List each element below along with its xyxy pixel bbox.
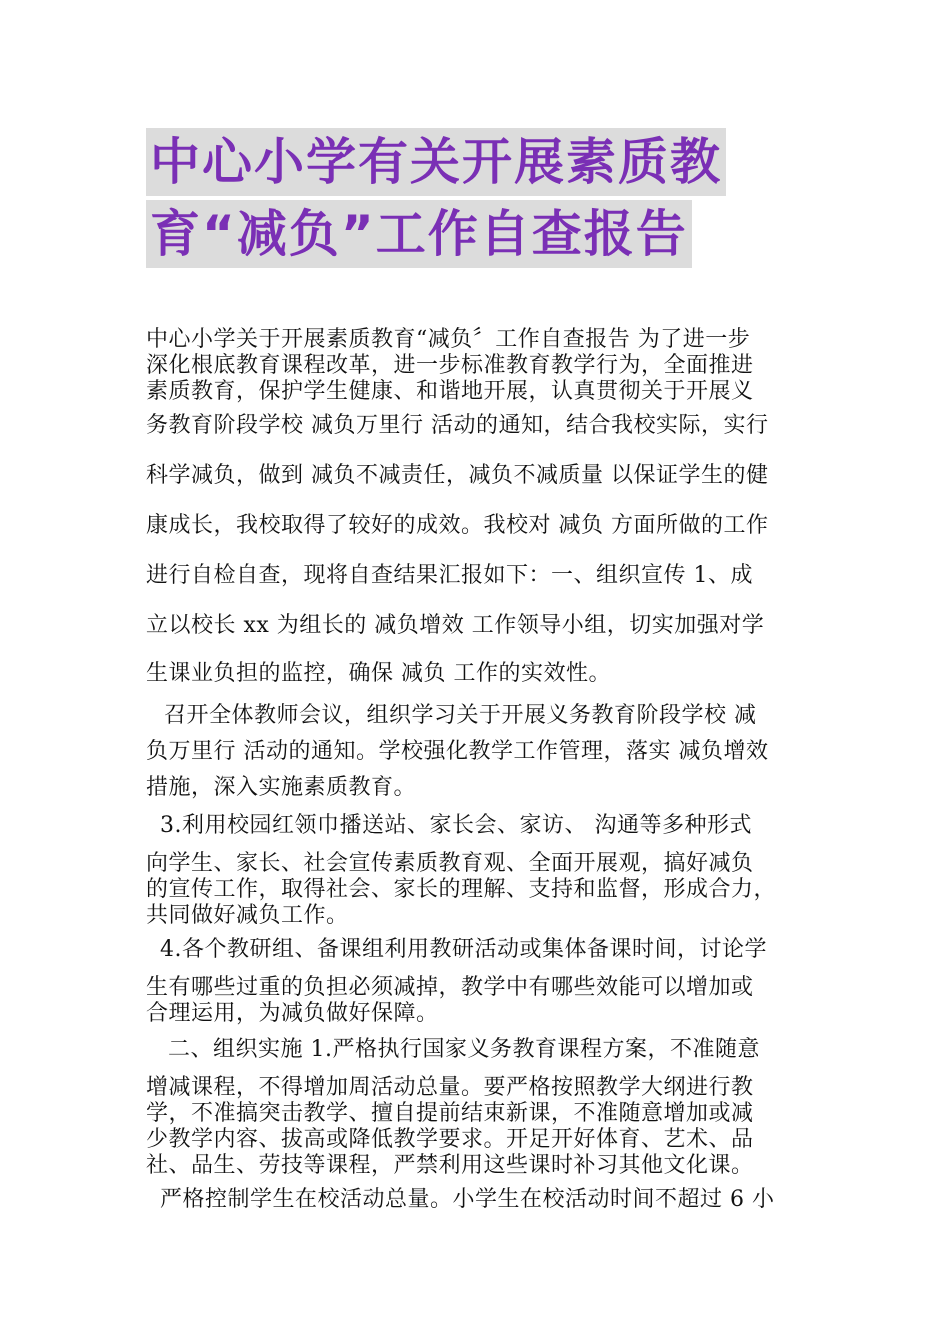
body-line: 共同做好减负工作。 bbox=[146, 903, 349, 928]
body-line: 深化根底教育课程改革，进一步标准教育教学行为，全面推进 bbox=[146, 353, 754, 378]
body-line: 社、品生、劳技等课程，严禁利用这些课时补习其他文化课。 bbox=[146, 1153, 754, 1178]
body-line: 增减课程，不得增加周活动总量。要严格按照教学大纲进行教 bbox=[146, 1075, 754, 1100]
body-line: 素质教育，保护学生健康、和谐地开展，认真贯彻关于开展义 bbox=[146, 379, 754, 404]
body-line: 4.各个教研组、备课组利用教研活动或集体备课时间，讨论学 bbox=[160, 937, 767, 962]
body-line: 康成长，我校取得了较好的成效。我校对 减负 方面所做的工作 bbox=[146, 513, 769, 538]
body-line: 立以校长 xx 为组长的 减负增效 工作领导小组，切实加强对学 bbox=[146, 613, 765, 638]
title-line: 育“减负”工作自查报告 bbox=[146, 200, 692, 268]
body-line: 生有哪些过重的负担必须减掉，教学中有哪些效能可以增加或 bbox=[146, 975, 754, 1000]
body-line: 合理运用，为减负做好保障。 bbox=[146, 1001, 439, 1026]
body-line: 的宣传工作，取得社会、家长的理解、支持和监督，形成合力， bbox=[146, 877, 777, 902]
body-line: 召开全体教师会议，组织学习关于开展义务教育阶段学校 减 bbox=[164, 703, 757, 728]
body-line: 严格控制学生在校活动总量。小学生在校活动时间不超过 6 小 bbox=[160, 1187, 775, 1212]
body-line: 学，不准搞突击教学、擅自提前结束新课，不准随意增加或减 bbox=[146, 1101, 754, 1126]
body-line: 向学生、家长、社会宣传素质教育观、全面开展观，搞好减负 bbox=[146, 851, 754, 876]
body-line: 3.利用校园红领巾播送站、家长会、家访、 沟通等多种形式 bbox=[160, 813, 752, 838]
body-line: 务教育阶段学校 减负万里行 活动的通知，结合我校实际，实行 bbox=[146, 413, 769, 438]
body-line: 生课业负担的监控，确保 减负 工作的实效性。 bbox=[146, 661, 611, 686]
document-title bbox=[146, 128, 826, 272]
body-line: 中心小学关于开展素质教育“减负〞工作自查报告 为了进一步 bbox=[146, 327, 751, 352]
body-line: 负万里行 活动的通知。学校强化教学工作管理，落实 减负增效 bbox=[146, 739, 769, 764]
body-line: 进行自检自查，现将自查结果汇报如下：一、组织宣传 1、成 bbox=[146, 563, 753, 588]
title-line: 中心小学有关开展素质教 bbox=[146, 128, 726, 196]
body-line: 科学减负，做到 减负不减责任，减负不减质量 以保证学生的健 bbox=[146, 463, 769, 488]
body-line: 措施，深入实施素质教育。 bbox=[146, 775, 417, 800]
body-line: 二、组织实施 1.严格执行国家义务教育课程方案，不准随意 bbox=[168, 1037, 760, 1062]
body-line: 少教学内容、拔高或降低教学要求。开足开好体育、艺术、品 bbox=[146, 1127, 754, 1152]
